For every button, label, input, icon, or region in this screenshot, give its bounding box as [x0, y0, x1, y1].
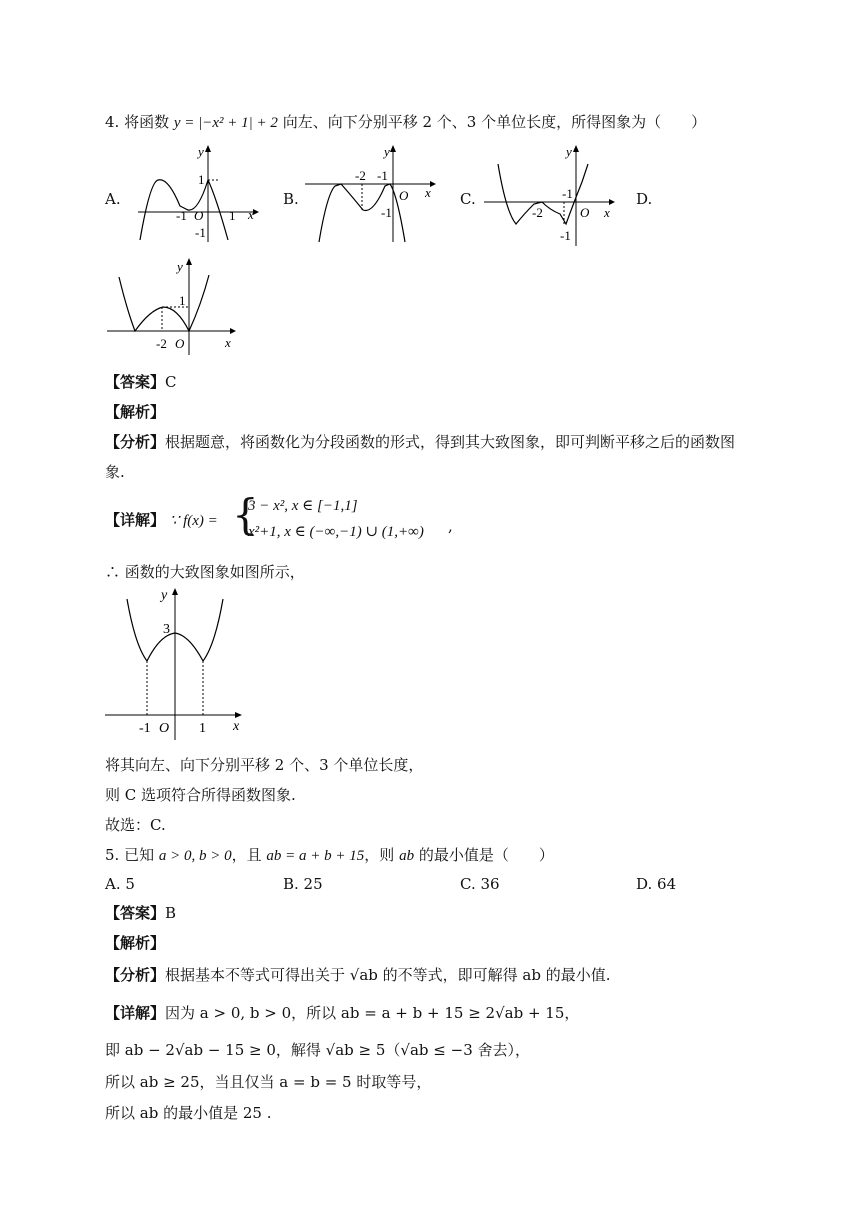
graph-b-neg-one-bottom: -1: [381, 205, 392, 220]
graph-d-x: x: [225, 335, 231, 350]
graph-b-x: x: [425, 185, 431, 200]
q5-fenxi: [105, 965, 611, 985]
q4-fenxi-label: 【分析】: [105, 433, 166, 451]
graph-c: [484, 142, 624, 247]
q5-cond: a > 0, b > 0: [158, 848, 232, 864]
q5-option-b: B. 25: [283, 875, 323, 893]
graph-b-y: y: [384, 144, 390, 159]
graph-a-neg-one: -1: [176, 208, 187, 223]
q5-fenxi-text: 根据基本不等式可得出关于 √ab 的不等式，即可解得 ab 的最小值.: [165, 966, 611, 984]
q4-stem: [105, 112, 706, 133]
graph-a-one: 1: [229, 208, 236, 223]
q4-choice: 故选：C.: [105, 816, 166, 834]
q4-formula: y = |−x² + 1| + 2: [173, 115, 278, 131]
q5-detail-line4: 所以 ab 的最小值是 25 .: [105, 1104, 272, 1122]
q5-stem-prefix: 5. 已知: [105, 846, 155, 864]
graph-b: [305, 142, 445, 247]
q5-analysis-label: 【解析】: [105, 934, 166, 952]
graph-d-neg-two: -2: [156, 336, 167, 351]
q4-shift: 将其向左、向下分别平移 2 个、3 个单位长度，: [105, 756, 424, 774]
q4-stem-prefix: 4. 将函数: [105, 113, 170, 131]
main-graph-o: O: [159, 721, 170, 736]
graph-b-neg-two: -2: [355, 168, 366, 183]
q5-option-d: D. 64: [636, 875, 677, 893]
piecewise-brace: {: [232, 490, 259, 539]
main-graph-y: y: [161, 588, 168, 603]
graph-d: [105, 255, 245, 355]
q4-detail-prefix: ∵ f(x) =: [169, 513, 218, 529]
q4-option-a: A.: [105, 190, 121, 208]
piece-2: x²+1, x ∈ (−∞,−1) ∪ (1,+∞): [248, 524, 424, 540]
q5-option-c: C. 36: [460, 875, 500, 893]
q4-fenxi-cont: 象.: [105, 463, 125, 481]
q5-option-a: A. 5: [105, 875, 135, 893]
graph-c-x: x: [604, 205, 610, 220]
q4-option-d: D.: [636, 190, 653, 208]
q5-detail-line1: 因为 a > 0, b > 0，所以 ab = a + b + 15 ≥ 2√ab + 15，: [165, 1004, 580, 1022]
q5-answer: [105, 903, 176, 923]
graph-c-o: O: [580, 205, 590, 220]
q5-detail: [105, 1003, 579, 1023]
q5-stem-suffix: 的最小值是（ ）: [418, 846, 554, 864]
main-graph-three: 3: [163, 622, 170, 637]
q4-detail-label: 【详解】: [105, 511, 166, 529]
main-graph-neg-one: -1: [139, 721, 151, 736]
q5-answer-value: B: [165, 904, 177, 922]
q4-option-c: C.: [460, 190, 476, 208]
graph-d-o: O: [175, 336, 185, 351]
q5-detail-line3: 所以 ab ≥ 25，当且仅当 a = b = 5 时取等号，: [105, 1073, 432, 1091]
graph-a-y: y: [198, 144, 204, 159]
q5-fenxi-label: 【分析】: [105, 966, 166, 984]
q4-analysis-label: 【解析】: [105, 403, 166, 421]
q4-answer-label: 【答案】: [105, 373, 166, 391]
graph-a: [128, 142, 268, 247]
q5-answer-label: 【答案】: [105, 904, 166, 922]
q4-option-b: B.: [283, 190, 299, 208]
q4-stem-suffix: 向左、向下分别平移 2 个、3 个单位长度，所得图象为（ ）: [282, 113, 707, 131]
piece-1: 3 − x², x ∈ [−1,1]: [248, 498, 358, 514]
graph-a-neg-one-bottom: -1: [195, 225, 206, 240]
piece-end: ,: [448, 517, 453, 535]
main-graph: [105, 585, 255, 745]
graph-c-y: y: [566, 144, 572, 159]
q4-conclusion: 则 C 选项符合所得函数图象.: [105, 786, 296, 804]
graph-c-neg-one-bottom: -1: [560, 228, 571, 243]
graph-d-one: 1: [179, 293, 186, 308]
q4-detail: [105, 510, 218, 531]
q5-stem: [105, 845, 554, 866]
graph-b-neg-one: -1: [377, 168, 388, 183]
q4-fenxi-text-1: 根据题意，将函数化为分段函数的形式，得到其大致图象，即可判断平移之后的函数图: [165, 433, 736, 451]
q4-fenxi: [105, 432, 735, 452]
q5-ab: ab: [399, 848, 415, 864]
q5-detail-label: 【详解】: [105, 1004, 166, 1022]
graph-a-x: x: [248, 207, 254, 222]
q5-detail-line2: 即 ab − 2√ab − 15 ≥ 0，解得 √ab ≥ 5（√ab ≤ −3 舍去），: [105, 1041, 531, 1059]
q5-eq: ab = a + b + 15: [266, 848, 365, 864]
q5-stem-mid2: ，则: [364, 846, 395, 864]
q4-answer: [105, 372, 177, 392]
graph-c-neg-two: -2: [532, 205, 543, 220]
graph-d-y: y: [177, 259, 183, 274]
graph-b-o: O: [399, 188, 409, 203]
main-graph-x: x: [233, 719, 240, 734]
graph-a-one-top: 1: [198, 172, 205, 187]
graph-a-o: O: [194, 208, 204, 223]
main-graph-one: 1: [199, 721, 206, 736]
graph-c-neg-one: -1: [562, 186, 573, 201]
q5-stem-mid: ，且: [231, 846, 262, 864]
q4-answer-value: C: [165, 373, 177, 391]
q4-therefore: ∴ 函数的大致图象如图所示，: [105, 563, 305, 581]
